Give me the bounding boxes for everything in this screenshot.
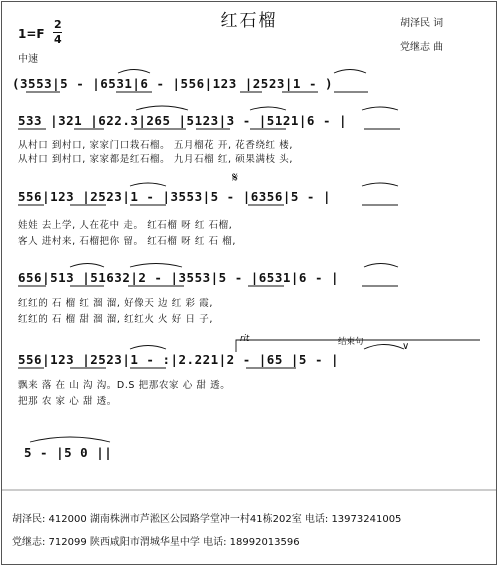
breath-mark: ∨ — [402, 341, 410, 352]
song-title: 红石榴 — [220, 11, 278, 31]
footer-contact-composer: 党继志: 712099 陕西咸阳市渭城华星中学 电话: 18992013596 — [12, 537, 300, 548]
lyric-line-4-verse-2: 把那 农 家 心 甜 透。 — [18, 396, 117, 407]
notation-line-1: 533 |321 |622.3|265 |5123|3 - |5121|6 - | — [18, 113, 348, 128]
notation-line-5: 5 - |5 0 || — [24, 445, 113, 460]
lyric-line-2-verse-1: 娃娃 去上学, 人在花中 走。 红石榴 呀 红 石榴, — [18, 220, 233, 231]
lyric-line-1-verse-2: 从村口 到村口, 家家都是红石榴。 九月石榴 红, 硕果满枝 头, — [18, 154, 293, 165]
lyric-line-1-verse-1: 从村口 到村口, 家家门口栽石榴。 五月榴花 开, 花香绕红 楼, — [18, 140, 293, 151]
ending-marking: 结束句 — [338, 337, 364, 347]
tempo-marking: 中速 — [18, 54, 38, 65]
footer-contact-lyricist: 胡泽民: 412000 湖南株洲市芦淞区公园路学堂冲一村41栋202室 电话: 13973241005 — [12, 514, 402, 525]
lyric-line-2-verse-2: 客人 进村来, 石榴把你 留。 红石榴 呀 红 石 榴, — [18, 236, 236, 247]
time-signature-top: 2 — [54, 18, 62, 31]
segno-sign: 𝄋 — [232, 170, 239, 186]
lyric-line-4-verse-1: 飘来 落 在 山 沟 沟。D.S 把那农家 心 甜 透。 — [18, 380, 231, 391]
lyric-line-3-verse-1: 红红的 石 榴 红 溜 溜, 好像天 边 红 彩 霞, — [18, 298, 213, 309]
lyric-line-3-verse-2: 红红的 石 榴 甜 溜 溜, 红红火 火 好 日 子, — [18, 314, 213, 325]
key-signature: 1=F — [18, 27, 45, 41]
notation-line-2: 556|123 |2523|1 - |3553|5 - |6356|5 - | — [18, 189, 331, 204]
notation-line-intro: (3553|5 - |6531|6 - |556|123 |2523|1 - ) — [12, 76, 334, 91]
ritardando-marking: rit — [240, 334, 250, 344]
notation-line-3: 656|513 |51632|2 - |3553|5 - |6531|6 - | — [18, 270, 340, 285]
notation-line-4: 556|123 |2523|1 - :|2.221|2 - |65 |5 - | — [18, 352, 340, 367]
composer-credit: 党继志 曲 — [400, 42, 444, 53]
lyricist-credit: 胡泽民 词 — [400, 18, 444, 29]
time-signature-bottom: 4 — [54, 33, 62, 46]
